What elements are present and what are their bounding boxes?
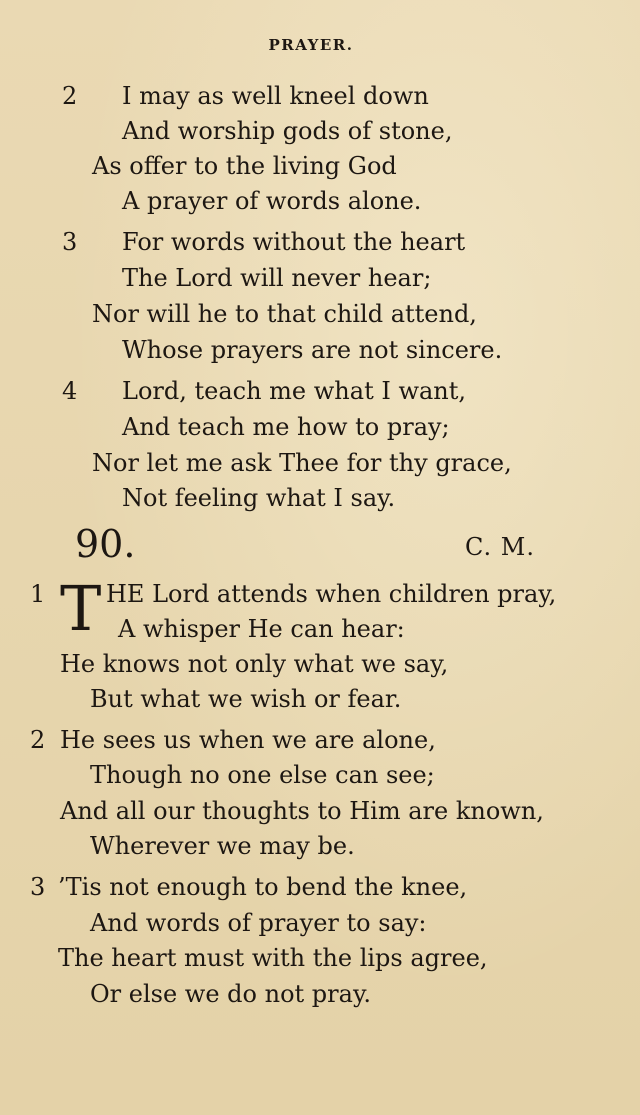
verse-line: He knows not only what we say,	[60, 650, 449, 678]
verse-line: As offer to the living God	[92, 152, 397, 180]
verse-line: HE Lord attends when children pray,	[106, 580, 557, 608]
verse-line: Though no one else can see;	[90, 761, 435, 789]
verse-line: He sees us when we are alone,	[60, 726, 436, 754]
stanza-number: 3	[62, 228, 78, 256]
verse-line: Wherever we may be.	[90, 832, 355, 860]
stanza-number: 4	[62, 377, 78, 405]
verse-line: Nor will he to that child attend,	[92, 300, 477, 328]
stanza-number: 2	[62, 82, 78, 110]
verse-line: The heart must with the lips agree,	[58, 944, 488, 972]
drop-cap: T	[60, 572, 102, 645]
verse-line: I may as well kneel down	[122, 82, 429, 110]
stanza-number: 1	[30, 580, 46, 608]
verse-line: Not feeling what I say.	[122, 484, 396, 512]
verse-line: Or else we do not pray.	[90, 980, 371, 1008]
verse-line: And words of prayer to say:	[90, 909, 427, 937]
verse-line: Lord, teach me what I want,	[122, 377, 467, 405]
verse-line: And worship gods of stone,	[122, 117, 453, 145]
stanza-number: 2	[30, 726, 46, 754]
verse-line: A whisper He can hear:	[118, 615, 405, 643]
hymn-number: 90.	[75, 522, 136, 566]
hymn-meter: C. M.	[465, 533, 535, 561]
verse-line: And teach me how to pray;	[122, 413, 450, 441]
verse-line: But what we wish or fear.	[90, 685, 402, 713]
verse-line: A prayer of words alone.	[122, 187, 422, 215]
page-header: PRAYER.	[268, 36, 354, 54]
verse-line: Nor let me ask Thee for thy grace,	[92, 449, 512, 477]
verse-line: ’Tis not enough to bend the knee,	[58, 873, 468, 901]
stanza-number: 3	[30, 873, 46, 901]
verse-line: Whose prayers are not sincere.	[122, 336, 503, 364]
verse-line: The Lord will never hear;	[122, 264, 432, 292]
verse-line: For words without the heart	[122, 228, 466, 256]
verse-line: And all our thoughts to Him are known,	[60, 797, 544, 825]
